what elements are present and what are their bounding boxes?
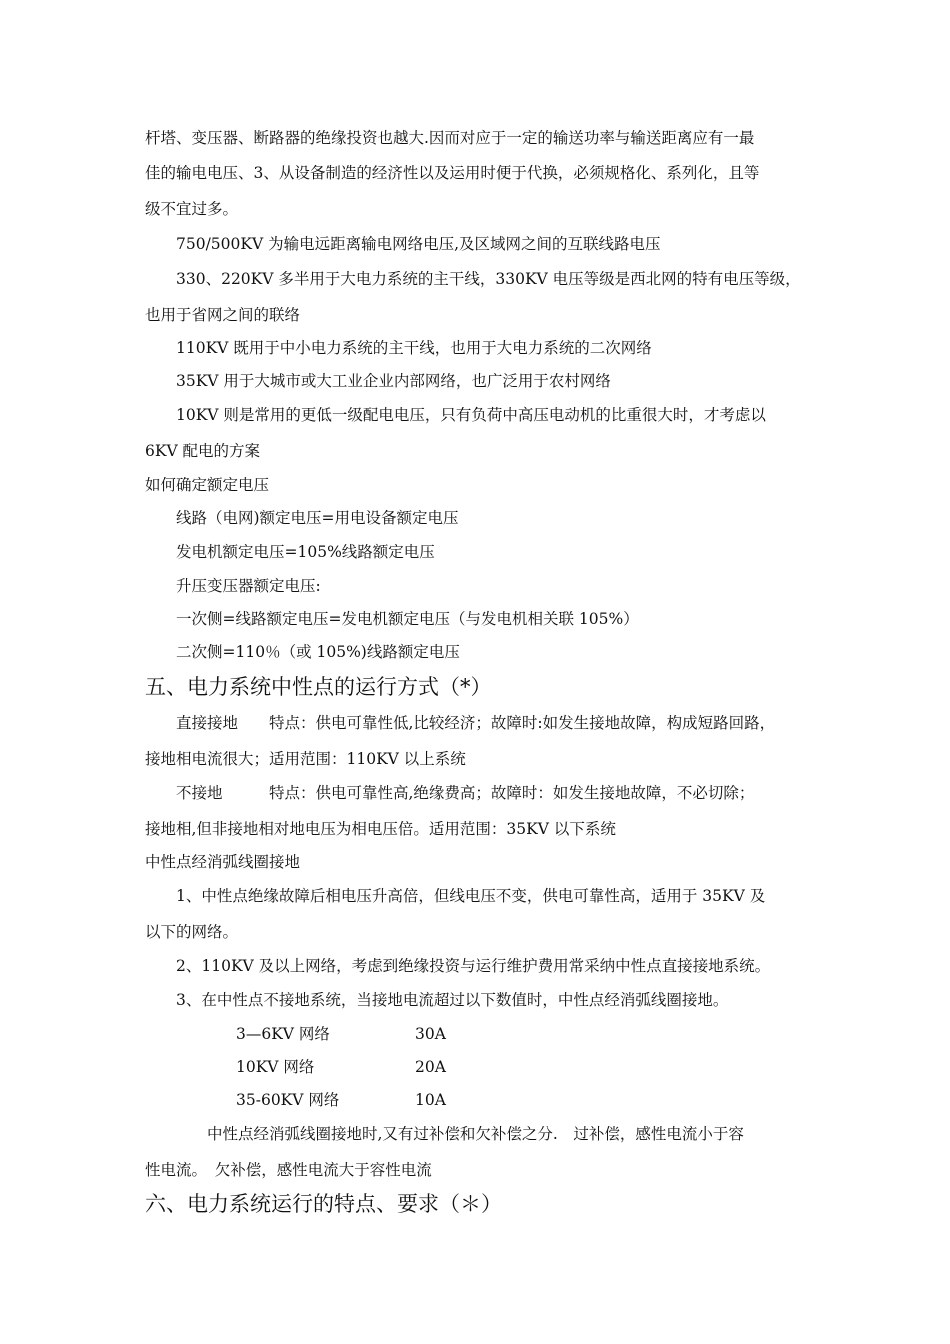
rated-step-up: 升压变压器额定电压: xyxy=(176,577,321,595)
paragraph-line: 6KV 配电的方案 xyxy=(145,442,261,460)
table-cell-network: 3—6KV 网络 xyxy=(236,1025,330,1043)
paragraph-line: 杆塔、变压器、断路器的绝缘投资也越大.因而对应于一定的输送功率与输送距离应有一最 xyxy=(145,129,755,147)
rated-secondary: 二次侧=110％（或 105%)线路额定电压 xyxy=(176,643,460,661)
section-heading: 六、电力系统运行的特点、要求（＊） xyxy=(145,1192,502,1216)
rated-line: 线路（电网)额定电压=用电设备额定电压 xyxy=(176,509,459,527)
paragraph-line: 佳的输电电压、3、从设备制造的经济性以及运用时便于代换，必须规格化、系列化，且等 xyxy=(145,164,760,182)
subsection-title: 如何确定额定电压 xyxy=(145,476,270,494)
table-cell-current: 10A xyxy=(415,1091,446,1109)
table-cell-network: 10KV 网络 xyxy=(236,1058,315,1076)
paragraph-line: 级不宜过多。 xyxy=(145,200,239,218)
paragraph-line: 接地相电流很大；适用范围：110KV 以上系统 xyxy=(145,750,466,768)
voltage-level-330: 330、220KV 多半用于大电力系统的主干线，330KV 电压等级是西北网的特有电压等级， xyxy=(176,270,801,288)
voltage-level-750: 750/500KV 为输电远距离输电网络电压,及区域网之间的互联线路电压 xyxy=(176,235,661,253)
paragraph-line: 直接接地 特点：供电可靠性低,比较经济；故障时:如发生接地故障，构成短路回路， xyxy=(176,714,776,732)
voltage-level-35: 35KV 用于大城市或大工业企业内部网络，也广泛用于农村网络 xyxy=(176,372,611,390)
voltage-level-10: 10KV 则是常用的更低一级配电电压，只有负荷中高压电动机的比重很大时，才考虑以 xyxy=(176,406,766,424)
rated-primary: 一次侧=线路额定电压=发电机额定电压（与发电机相关联 105%） xyxy=(176,610,639,628)
paragraph-line: 中性点经消弧线圈接地时,又有过补偿和欠补偿之分. 过补偿，感性电流小于容 xyxy=(207,1125,744,1143)
paragraph-line: 也用于省网之间的联络 xyxy=(145,306,301,324)
subsection-title: 中性点经消弧线圈接地 xyxy=(145,853,301,871)
voltage-level-110: 110KV 既用于中小电力系统的主干线，也用于大电力系统的二次网络 xyxy=(176,339,652,357)
paragraph-line: 以下的网络。 xyxy=(145,923,239,941)
paragraph-line: 不接地 特点：供电可靠性高,绝缘费高；故障时：如发生接地故障，不必切除； xyxy=(176,784,755,802)
paragraph-line: 性电流。 欠补偿，感性电流大于容性电流 xyxy=(145,1161,432,1179)
paragraph-line: 接地相,但非接地相对地电压为相电压倍。适用范围：35KV 以下系统 xyxy=(145,820,616,838)
list-item: 1、中性点绝缘故障后相电压升高倍，但线电压不变，供电可靠性高，适用于 35KV 及 xyxy=(176,887,766,905)
section-heading: 五、电力系统中性点的运行方式（*） xyxy=(145,675,492,699)
table-cell-current: 30A xyxy=(415,1025,446,1043)
list-item: 3、在中性点不接地系统，当接地电流超过以下数值时，中性点经消弧线圈接地。 xyxy=(176,991,729,1009)
list-item: 2、110KV 及以上网络，考虑到绝缘投资与运行维护费用常采纳中性点直接接地系统。 xyxy=(176,957,771,975)
table-cell-current: 20A xyxy=(415,1058,446,1076)
rated-generator: 发电机额定电压=105%线路额定电压 xyxy=(176,543,435,561)
table-cell-network: 35-60KV 网络 xyxy=(236,1091,340,1109)
